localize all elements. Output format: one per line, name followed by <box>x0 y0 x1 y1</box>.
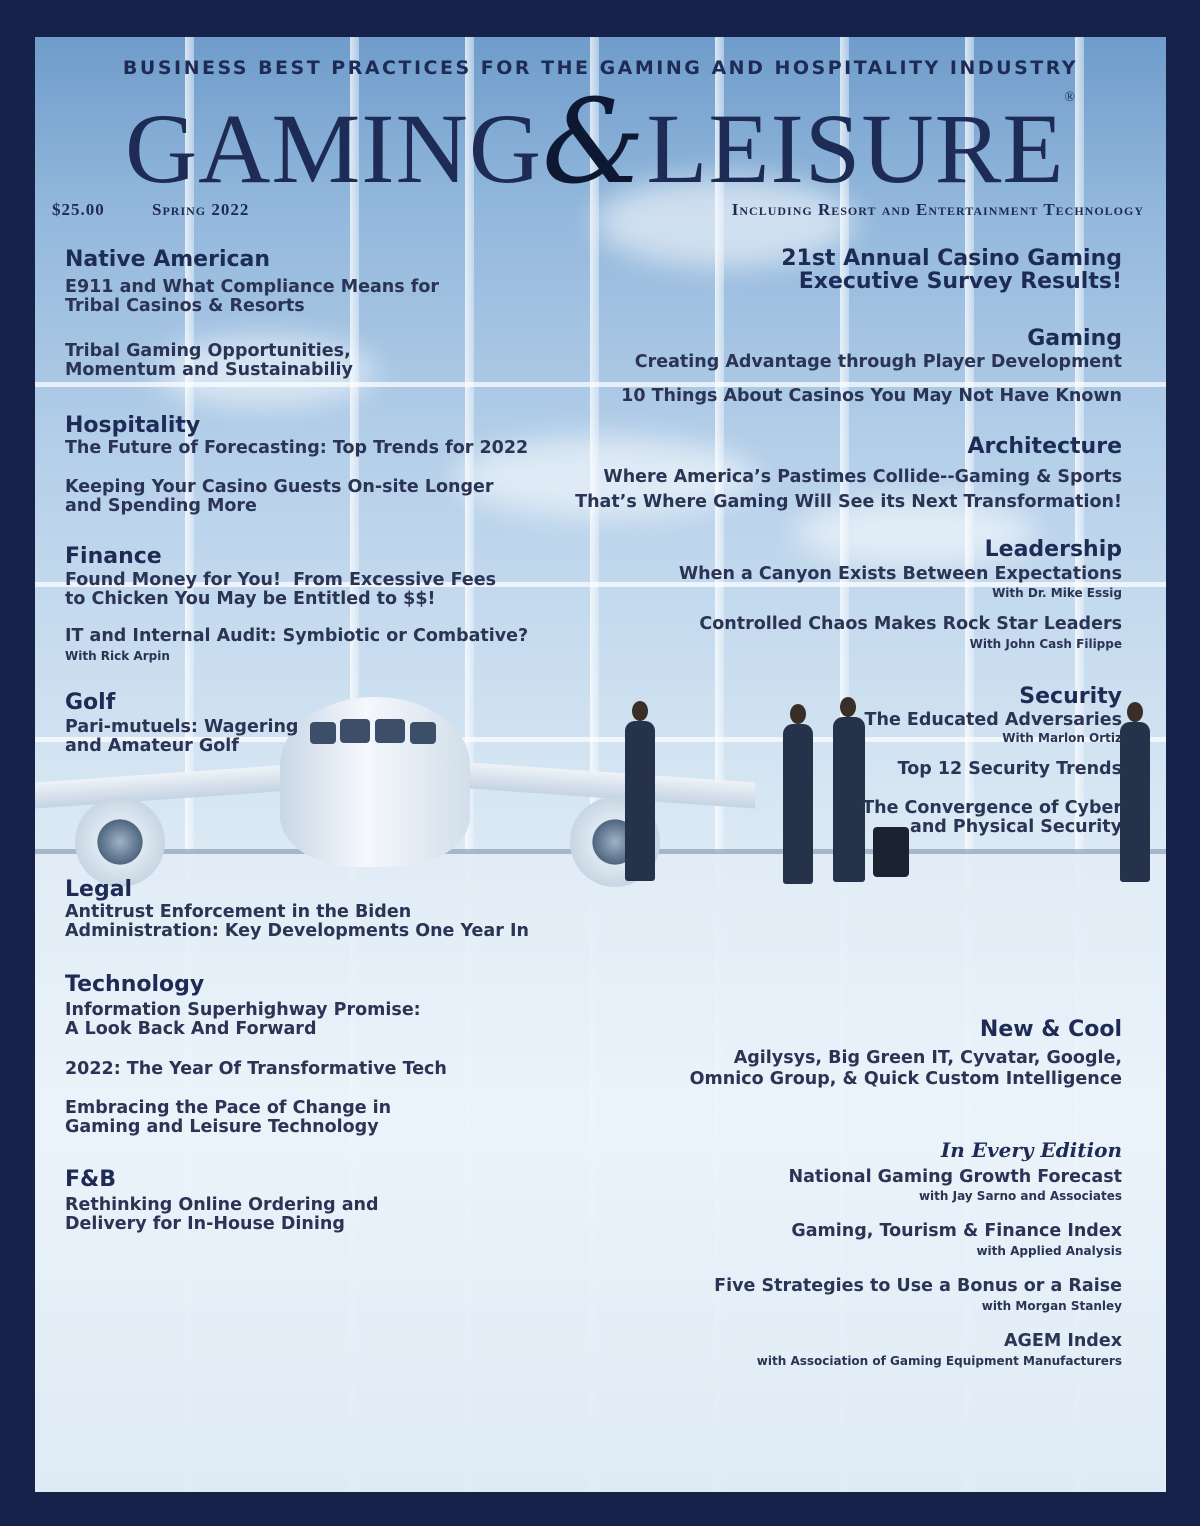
logo-leisure: LEISURE <box>646 93 1065 204</box>
traveler <box>833 717 865 882</box>
masthead-subtitle: Including Resort and Entertainment Technology <box>731 200 1144 219</box>
article-controlled-chaos: Controlled Chaos Makes Rock Star Leaders <box>699 614 1122 634</box>
byline-agem: with Association of Gaming Equipment Manufacturers <box>756 1354 1122 1368</box>
article-transformative-tech: 2022: The Year Of Transformative Tech <box>65 1059 447 1079</box>
section-finance: Finance <box>65 544 162 569</box>
cockpit-window <box>340 719 370 743</box>
magazine-cover <box>35 37 1166 1492</box>
article-security-trends: Top 12 Security Trends <box>897 759 1122 779</box>
byline-rick-arpin: With Rick Arpin <box>65 649 170 663</box>
byline-marlon-ortiz: With Marlon Ortiz <box>1002 731 1122 745</box>
article-tribal-gaming: Tribal Gaming Opportunities, Momentum and Sustainabiliy <box>65 341 353 380</box>
article-bonus-strategies: Five Strategies to Use a Bonus or a Raise <box>714 1276 1122 1296</box>
article-agem-index: AGEM Index <box>1003 1331 1122 1351</box>
traveler <box>625 721 655 881</box>
article-e911: E911 and What Compliance Means for Tribal Casinos & Resorts <box>65 277 440 316</box>
section-legal: Legal <box>65 877 133 902</box>
article-10-things: 10 Things About Casinos You May Not Have Known <box>621 386 1122 406</box>
feature-executive-survey: 21st Annual Casino Gaming Executive Survey Results! <box>781 246 1122 294</box>
logo-gaming: GAMING <box>124 93 543 204</box>
article-antitrust: Antitrust Enforcement in the Biden Administration: Key Developments One Year In <box>65 902 529 941</box>
section-hospitality: Hospitality <box>65 413 201 438</box>
byline-jay-sarno: with Jay Sarno and Associates <box>918 1189 1122 1203</box>
cockpit-window <box>410 722 436 744</box>
in-every-edition-heading: In Every Edition <box>940 1138 1122 1162</box>
traveler-head <box>632 701 648 721</box>
section-technology: Technology <box>65 972 205 997</box>
article-pace-of-change: Embracing the Pace of Change in Gaming and Leisure Technology <box>65 1098 392 1137</box>
traveler <box>783 724 813 884</box>
article-vendor-list: Agilysys, Big Green IT, Cyvatar, Google, Omnico Group, & Quick Custom Intelligence <box>689 1048 1122 1089</box>
section-native-american: Native American <box>65 247 271 272</box>
section-architecture: Architecture <box>967 434 1122 459</box>
byline-morgan-stanley: with Morgan Stanley <box>981 1299 1122 1313</box>
cockpit-window <box>375 719 405 743</box>
section-leadership: Leadership <box>984 537 1122 562</box>
registered-mark: ® <box>1064 90 1077 105</box>
article-canyon: When a Canyon Exists Between Expectations <box>678 564 1122 584</box>
traveler-head <box>840 697 856 717</box>
section-fb: F&B <box>65 1167 116 1192</box>
article-online-ordering: Rethinking Online Ordering and Delivery for In-House Dining <box>65 1195 379 1234</box>
article-cyber-convergence: The Convergence of Cyber and Physical Security <box>862 798 1122 837</box>
article-pastimes-collide: Where America’s Pastimes Collide--Gaming & Sports That’s Where Gaming Will See its Next Transformation! <box>575 467 1122 512</box>
issue-date: Spring 2022 <box>152 200 250 219</box>
section-security: Security <box>1019 684 1122 709</box>
left-engine <box>75 797 165 887</box>
section-golf: Golf <box>65 690 116 715</box>
byline-john-cash-filippe: With John Cash Filippe <box>969 637 1122 651</box>
article-forecasting: The Future of Forecasting: Top Trends for 2022 <box>65 438 529 458</box>
price: $25.00 <box>52 200 105 219</box>
article-finance-index: Gaming, Tourism & Finance Index <box>791 1221 1122 1241</box>
article-it-audit: IT and Internal Audit: Symbiotic or Combative? <box>65 626 529 646</box>
article-player-development: Creating Advantage through Player Development <box>634 352 1122 372</box>
article-information-superhighway: Information Superhighway Promise: A Look Back And Forward <box>65 1000 421 1039</box>
article-pari-mutuels: Pari-mutuels: Wagering and Amateur Golf <box>65 717 299 756</box>
article-found-money: Found Money for You! From Excessive Fees to Chicken You May be Entitled to $$! <box>65 570 497 609</box>
traveler <box>1120 722 1150 882</box>
section-gaming: Gaming <box>1027 326 1122 351</box>
traveler-head <box>1127 702 1143 722</box>
traveler-head <box>790 704 806 724</box>
section-new-cool: New & Cool <box>979 1017 1122 1042</box>
article-educated-adversaries: The Educated Adversaries <box>864 710 1122 730</box>
byline-applied-analysis: with Applied Analysis <box>976 1244 1122 1258</box>
logo-ampersand: & <box>542 75 647 210</box>
article-growth-forecast: National Gaming Growth Forecast <box>788 1167 1122 1187</box>
cockpit-window <box>310 722 336 744</box>
masthead-tagline: BUSINESS BEST PRACTICES FOR THE GAMING AND HOSPITALITY INDUSTRY <box>122 57 1079 79</box>
byline-mike-essig: With Dr. Mike Essig <box>992 586 1122 600</box>
article-casino-guests: Keeping Your Casino Guests On-site Longer and Spending More <box>65 477 494 516</box>
